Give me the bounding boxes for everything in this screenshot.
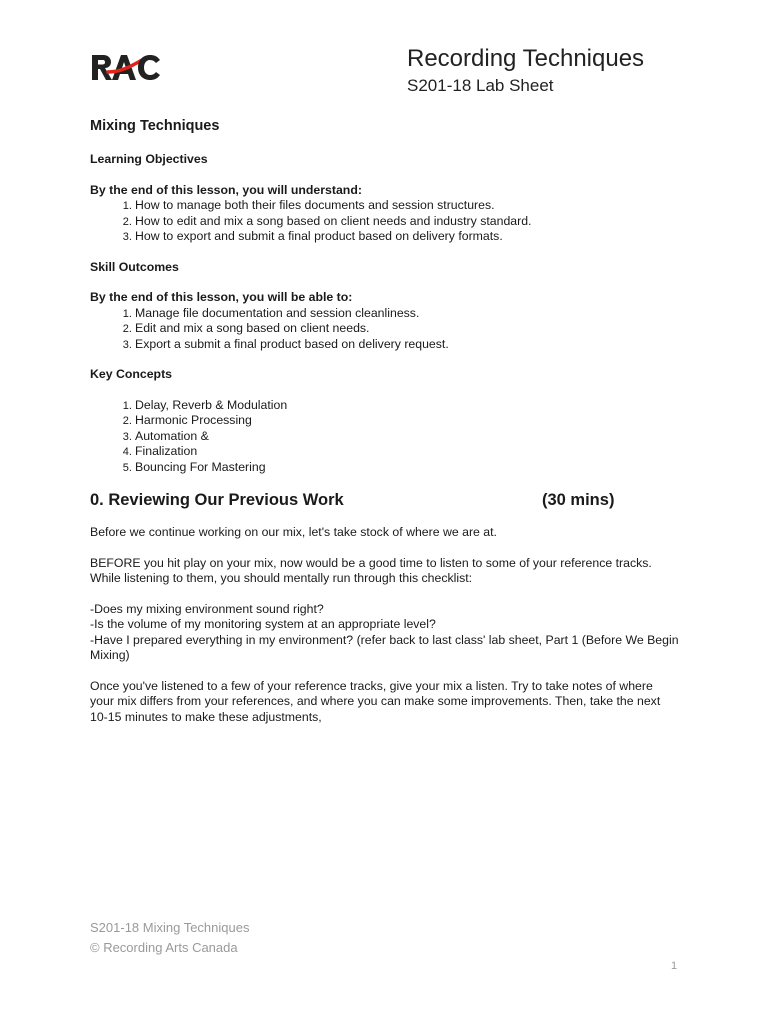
list-item: 1. How to manage both their files documents and session structures. xyxy=(135,198,680,214)
list-item: 2. How to edit and mix a song based on client needs and industry standard. xyxy=(135,214,680,230)
checklist-item: -Have I prepared everything in my environment? (refer back to last class' lab sheet, Part 1 (Before We Begin Mixing) xyxy=(90,632,679,662)
document-title: Recording Techniques xyxy=(407,45,645,72)
checklist-item: -Does my mixing environment sound right? xyxy=(90,601,324,616)
list-item: 3. How to export and submit a final product based on delivery formats. xyxy=(135,229,680,245)
skills-lead: By the end of this lesson, you will be able to: xyxy=(90,290,353,304)
objectives-list xyxy=(90,198,680,245)
page-footer xyxy=(90,918,249,958)
part-0-duration: (30 mins) xyxy=(542,491,615,509)
skills-list xyxy=(90,306,680,353)
list-item: 3. Automation & xyxy=(135,429,680,445)
list-item: 1. Manage file documentation and session cleanliness. xyxy=(135,306,680,322)
learning-objectives-heading: Learning Objectives xyxy=(90,152,208,166)
objectives-lead: By the end of this lesson, you will understand: xyxy=(90,182,362,197)
footer-copyright: © Recording Arts Canada xyxy=(90,940,238,955)
intro-paragraph: Before we continue working on our mix, let's take stock of where we are at. xyxy=(90,525,497,539)
skill-outcomes-heading: Skill Outcomes xyxy=(90,259,179,274)
checklist xyxy=(90,602,680,664)
reference-paragraph: BEFORE you hit play on your mix, now would be a good time to listen to some of your reference tracks. While listening to them, you should mentally run through this checklist: xyxy=(90,555,652,585)
part-0-heading xyxy=(90,490,680,510)
key-concepts-heading: Key Concepts xyxy=(90,367,173,381)
page-number: 1 xyxy=(671,960,678,972)
key-concepts-list xyxy=(90,398,680,476)
section-title: Mixing Techniques xyxy=(90,118,220,134)
list-item: 4. Finalization xyxy=(135,444,680,460)
list-item: 3. Export a submit a final product based on delivery request. xyxy=(135,337,680,353)
part-0-title: 0. Reviewing Our Previous Work xyxy=(90,491,344,509)
footer-course: S201-18 Mixing Techniques xyxy=(90,920,250,935)
rac-logo xyxy=(90,52,162,82)
list-item: 1. Delay, Reverb & Modulation xyxy=(135,398,680,414)
checklist-item: -Is the volume of my monitoring system at an appropriate level? xyxy=(90,617,436,631)
document-subtitle: S201-18 Lab Sheet xyxy=(407,76,554,95)
adjustments-paragraph: Once you've listened to a few of your reference tracks, give your mix a listen. Try to take notes of where your mix differs from your references, and where you can make some improvements. Then, take the next 10-15 minutes to make these adjustments, xyxy=(90,678,661,724)
list-item: 2. Harmonic Processing xyxy=(135,413,680,429)
list-item: 2. Edit and mix a song based on client needs. xyxy=(135,321,680,337)
list-item: 5. Bouncing For Mastering xyxy=(135,460,680,476)
lab-sheet-content xyxy=(90,117,680,740)
